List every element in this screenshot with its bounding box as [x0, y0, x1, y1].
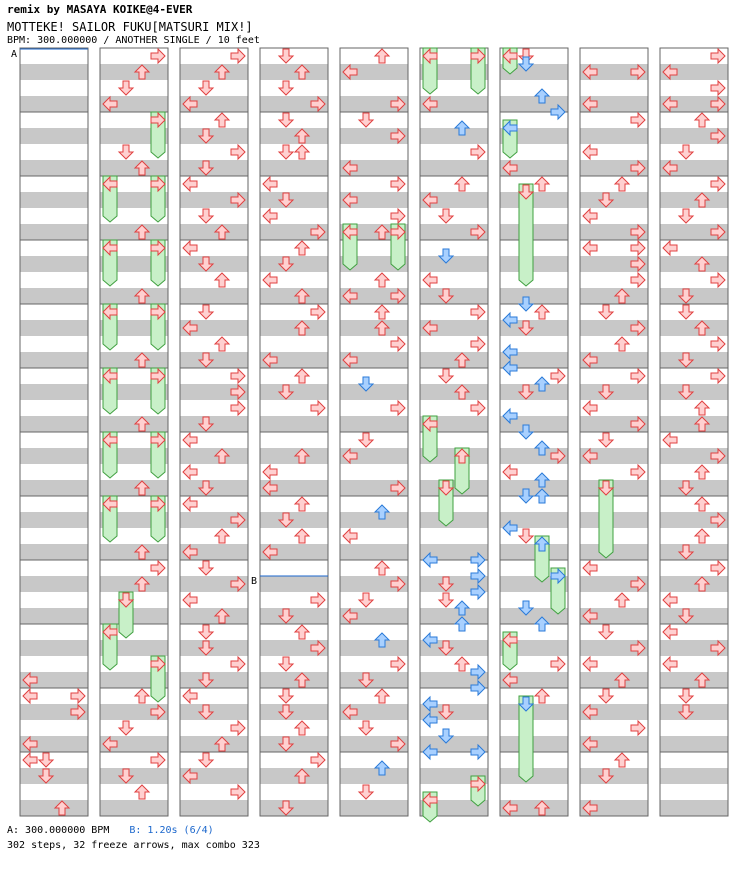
bpm-legend [7, 825, 214, 836]
song-title: MOTTEKE! SAILOR FUKU[MATSURI MIX!] [7, 20, 253, 34]
bpm-a-label: A: 300.000000 BPM [7, 825, 110, 836]
chart-info: BPM: 300.000000 / ANOTHER SINGLE / 10 feet [7, 35, 260, 46]
remix-credit: remix by MASAYA KOIKE@4-EVER [7, 3, 193, 16]
marker-a-label: A [11, 49, 18, 60]
marker-b-label: B [251, 576, 258, 587]
chart-stats: 302 steps, 32 freeze arrows, max combo 323 [7, 840, 260, 851]
bpm-b-label: B: 1.20s (6/4) [129, 825, 214, 836]
